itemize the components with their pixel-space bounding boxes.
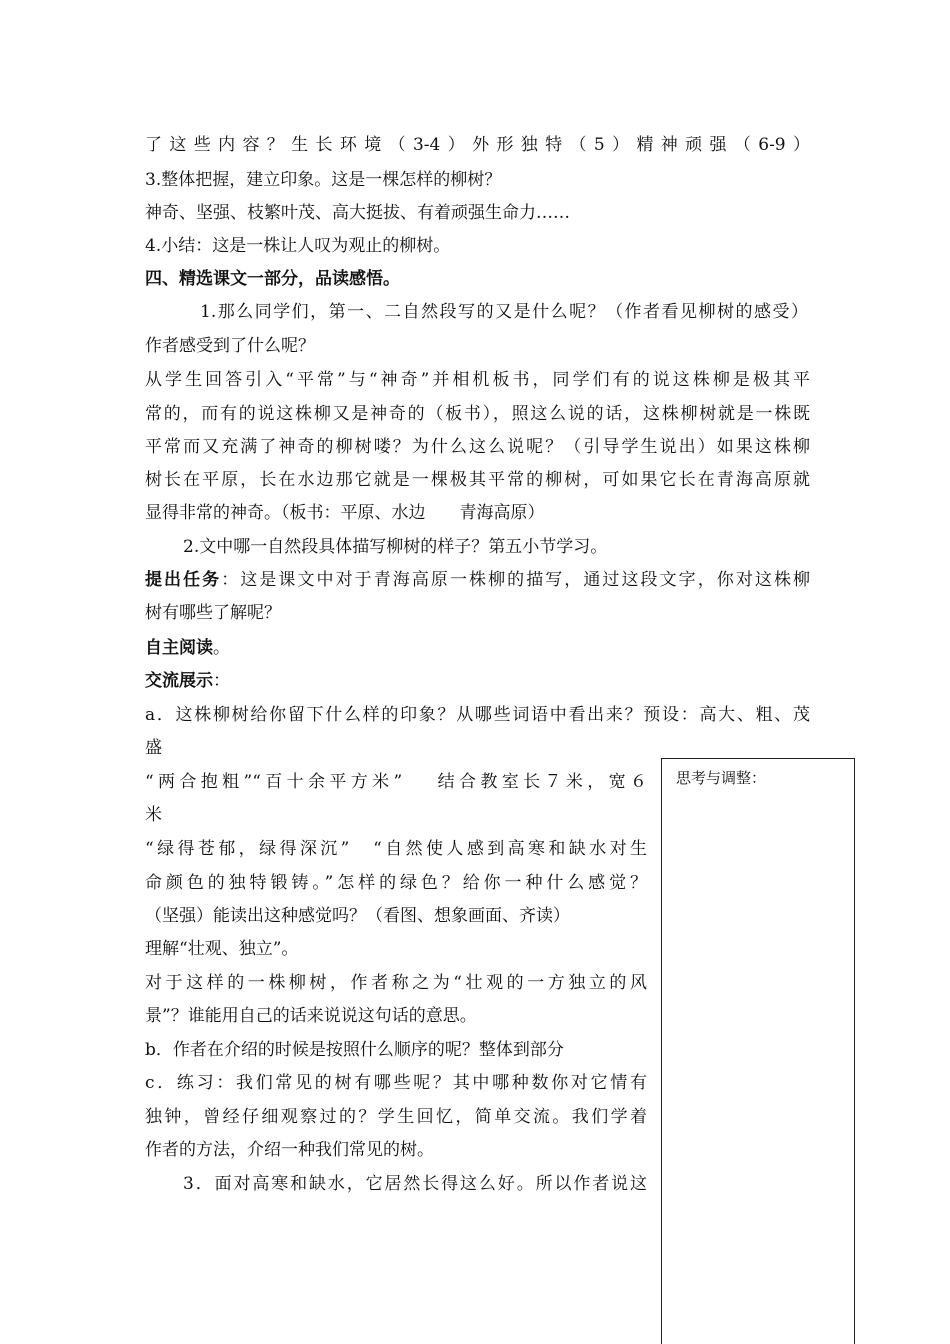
text-line: “两合抱粗”“百十余平方米” 结合教室长７米，宽６ <box>145 772 647 792</box>
reflection-box <box>661 758 855 1344</box>
exchange-tail: ： <box>213 671 230 691</box>
text-line: 作者感受到了什么呢？ <box>145 336 315 356</box>
text-line: 对于这样的一株柳树，作者称之为“壮观的一方独立的风 <box>145 973 647 993</box>
text-line: 命颜色的独特锻铸。”怎样的绿色？给你一种什么感觉？ <box>145 873 647 893</box>
text-line: 盛 <box>145 738 162 758</box>
text-line: 3.整体把握，建立印象。这是一棵怎样的柳树？ <box>145 170 502 190</box>
section-heading: 四、精选课文一部分，品读感悟。 <box>145 269 400 289</box>
text-line: 从学生回答引入“平常”与“神奇”并相机板书，同学们有的说这株柳是极其平 <box>145 370 810 390</box>
task-text: 这是课文中对于青海高原一株柳的描写，通过这段文字，你对这株柳 <box>240 570 811 590</box>
self-read-label: 自主阅读 <box>145 638 213 658</box>
text-line: c．练习：我们常见的树有哪些呢？其中哪种数你对它情有 <box>145 1073 647 1093</box>
text-line: 独钟，曾经仔细观察过的？学生回忆，简单交流。我们学着 <box>145 1107 647 1127</box>
text-line: 树长在平原，长在水边那它就是一棵极其平常的柳树，可如果它长在青海高原就 <box>145 470 810 490</box>
text-line: 2.文中哪一自然段具体描写柳树的样子？第五小节学习。 <box>183 537 608 557</box>
text-line: 平常而又充满了神奇的柳树喽？为什么这么说呢？（引导学生说出）如果这株柳 <box>145 437 810 457</box>
task-separator: ： <box>221 570 241 590</box>
text-line: “绿得苍郁，绿得深沉” “自然使人感到高寒和缺水对生 <box>145 839 647 859</box>
text-line: a．这株柳树给你留下什么样的印象？从哪些词语中看出来？预设：高大、粗、茂 <box>145 705 810 725</box>
text-line: （坚强）能读出这种感觉吗？（看图、想象画面、齐读） <box>145 906 570 926</box>
text-line: 了这些内容？生长环境（3-4）外形独特（5）精神顽强（6-9） <box>145 135 810 155</box>
text-line: 1.那么同学们，第一、二自然段写的又是什么呢？（作者看见柳树的感受） <box>200 302 808 322</box>
text-line: 树有哪些了解呢？ <box>145 603 281 623</box>
task-line <box>145 570 810 590</box>
text-line: 理解“壮观、独立”。 <box>145 939 299 959</box>
text-line: 景”？谁能用自己的话来说说这句话的意思。 <box>145 1006 477 1026</box>
text-line: 米 <box>145 805 162 825</box>
text-line: b．作者在介绍的时候是按照什么顺序的呢？整体到部分 <box>145 1040 564 1060</box>
task-label: 提出任务 <box>145 570 222 590</box>
text-line: 作者的方法，介绍一种我们常见的树。 <box>145 1140 434 1160</box>
text-line: 神奇、坚强、枝繁叶茂、高大挺拔、有着顽强生命力…… <box>145 203 570 223</box>
text-line: 显得非常的神奇。（板书：平原、水边 青海高原） <box>145 503 545 523</box>
reflection-box-title: 思考与调整： <box>676 769 767 787</box>
text-line: 3．面对高寒和缺水，它居然长得这么好。所以作者说这 <box>183 1174 647 1194</box>
text-line: 4.小结：这是一株让人叹为观止的柳树。 <box>145 236 451 256</box>
self-read-tail: 。 <box>213 638 230 658</box>
text-line: 常的，而有的说这株柳又是神奇的（板书），照这么说的话，这株柳树就是一株既 <box>145 404 810 424</box>
exchange-line <box>145 671 230 691</box>
self-read-line <box>145 638 230 658</box>
exchange-label: 交流展示 <box>145 671 213 691</box>
